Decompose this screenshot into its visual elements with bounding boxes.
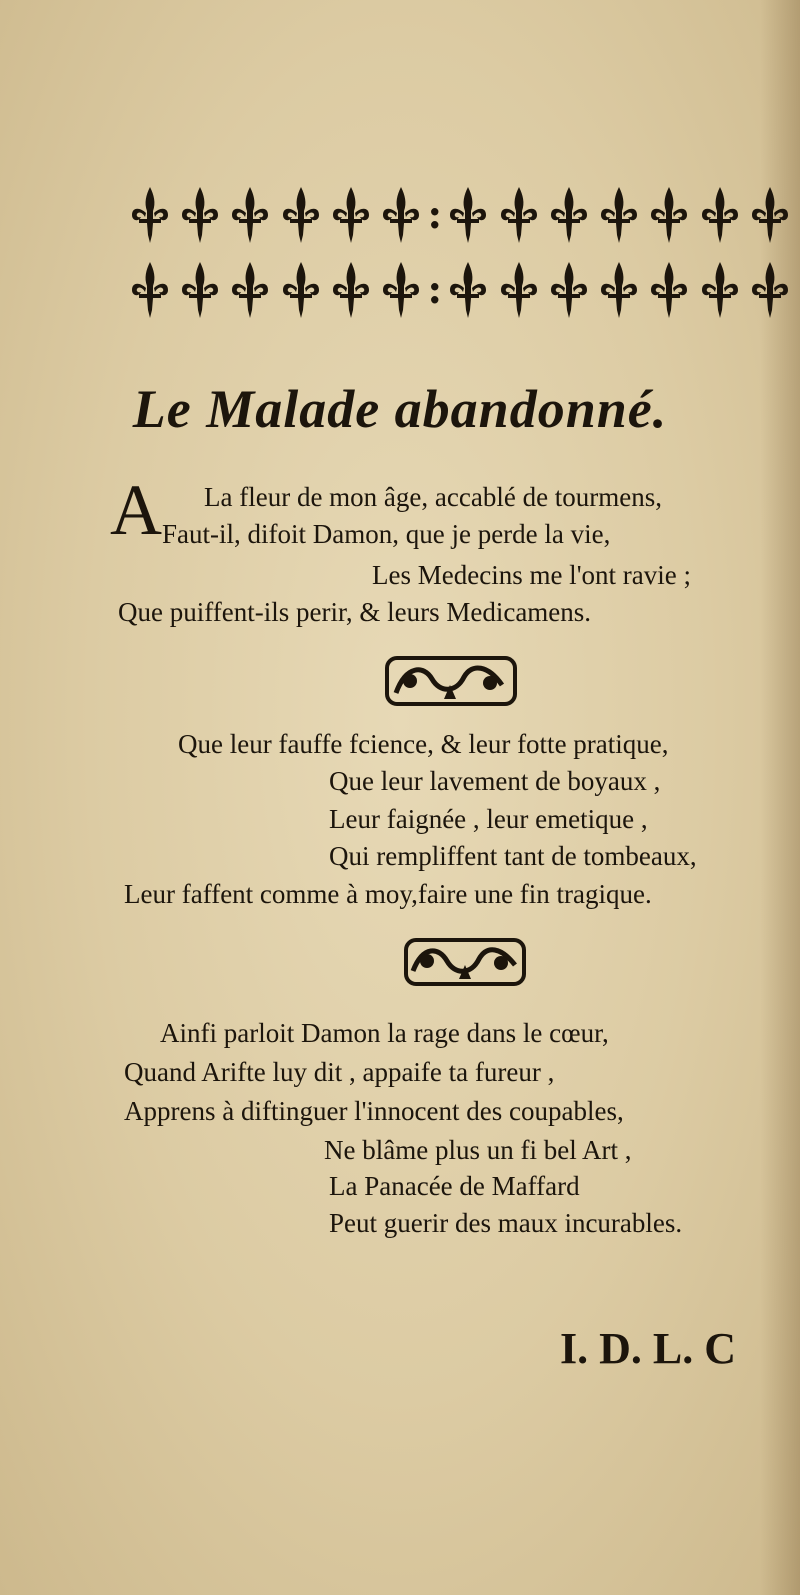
fleur-de-lis-icon — [180, 185, 220, 245]
fleur-de-lis-icon — [750, 258, 790, 322]
verse-line: Quand Arifte luy dit , appaife ta fureur , — [124, 1057, 555, 1087]
fleur-de-lis-icon — [700, 185, 740, 245]
fleuron-icon — [384, 655, 518, 707]
fleur-de-lis-icon — [281, 258, 321, 322]
verse-line: La fleur de mon âge, accablé de tourmens, — [204, 482, 663, 512]
ornament-colon: : — [427, 266, 443, 313]
fleur-de-lis-icon — [331, 258, 371, 322]
fleur-de-lis-icon — [499, 185, 539, 245]
fleur-de-lis-icon — [180, 258, 220, 322]
fleur-de-lis-icon — [281, 185, 321, 245]
verse-line: Faut-il, difoit Damon, que je perde la vie, — [162, 519, 611, 549]
fleur-de-lis-icon — [700, 258, 740, 322]
fleur-de-lis-icon — [381, 258, 421, 322]
fleur-de-lis-icon — [130, 258, 170, 322]
fleur-de-lis-icon — [230, 185, 270, 245]
verse-line: Que puiffent-ils perir, & leurs Medicamens. — [118, 597, 592, 627]
ornament-colon: : — [427, 191, 443, 238]
fleur-de-lis-icon — [448, 185, 488, 245]
fleur-de-lis-icon — [381, 185, 421, 245]
fleur-de-lis-icon — [230, 258, 270, 322]
drop-cap: A — [110, 470, 162, 550]
fleur-de-lis-icon — [130, 185, 170, 245]
verse-line: Les Medecins me l'ont ravie ; — [372, 560, 692, 590]
fleur-de-lis-icon — [549, 185, 589, 245]
verse-line: Qui rempliffent tant de tombeaux, — [329, 841, 697, 871]
verse-line: Ne blâme plus un fi bel Art , — [324, 1135, 632, 1165]
verse-line: Leur faignée , leur emetique , — [329, 804, 648, 834]
verse-line: Ainfi parloit Damon la rage dans le cœur, — [160, 1018, 609, 1048]
fleur-de-lis-icon — [649, 258, 689, 322]
fleur-de-lis-icon — [331, 185, 371, 245]
author-signature: I. D. L. C — [560, 1324, 737, 1373]
fleuron-icon — [403, 937, 527, 987]
verse-line: La Panacée de Maffard — [329, 1171, 580, 1201]
poem-title: Le Malade abandonné. — [132, 379, 668, 439]
fleur-de-lis-icon — [599, 185, 639, 245]
fleur-de-lis-icon — [599, 258, 639, 322]
fleur-de-lis-icon — [499, 258, 539, 322]
verse-line: Peut guerir des maux incurables. — [329, 1208, 683, 1238]
fleur-de-lis-border-top — [130, 180, 790, 250]
verse-line: Leur faffent comme à moy,faire une fin tragique. — [124, 879, 652, 909]
verse-line: Apprens à diftinguer l'innocent des coupables, — [124, 1096, 624, 1126]
fleur-de-lis-icon — [549, 258, 589, 322]
verse-line: Que leur lavement de boyaux , — [329, 766, 661, 796]
verse-line: Que leur fauffe fcience, & leur fotte pratique, — [178, 729, 669, 759]
fleur-de-lis-icon — [448, 258, 488, 322]
fleur-de-lis-icon — [750, 185, 790, 245]
fleur-de-lis-icon — [649, 185, 689, 245]
fleur-de-lis-border-bottom — [130, 255, 790, 325]
